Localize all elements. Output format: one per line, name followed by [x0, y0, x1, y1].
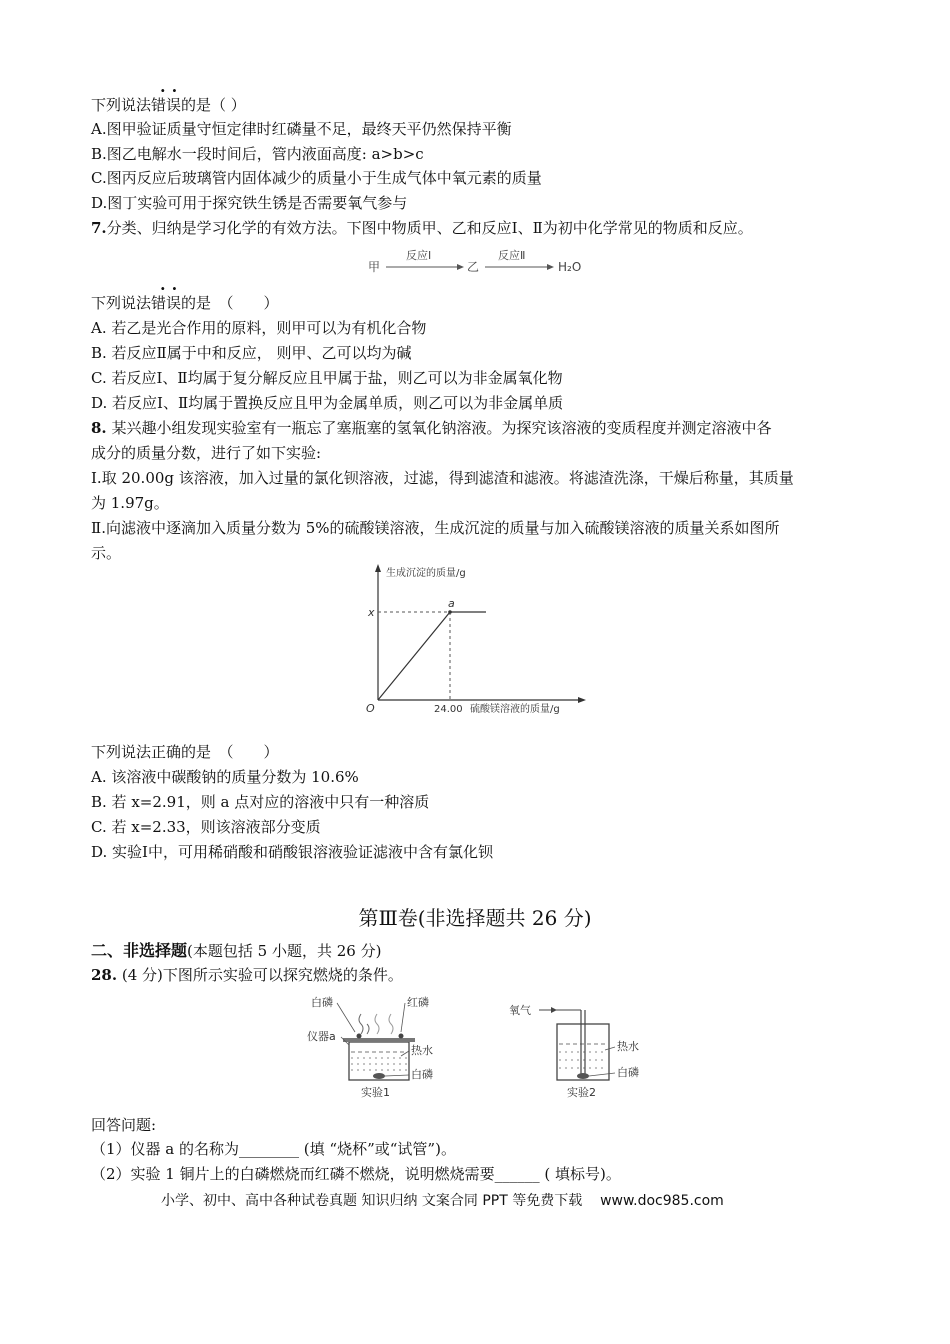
q8-step2-line2: 示。 — [91, 544, 122, 562]
series-line — [378, 612, 486, 700]
diagram-substance-c: H₂O — [558, 260, 582, 274]
q28-number: 28. — [91, 966, 118, 984]
label-red-p-1: 红磷 — [407, 996, 429, 1009]
q7-option-c: C. 若反应Ⅰ、Ⅱ均属于复分解反应且甲属于盐，则乙可以为非金属氧化物 — [91, 369, 563, 387]
white-p-underwater-1 — [373, 1073, 385, 1079]
caption-experiment-2: 实验2 — [567, 1086, 596, 1099]
q8-option-d: D. 实验Ⅰ中，可用稀硝酸和硝酸银溶液验证滤液中含有氯化钡 — [91, 843, 493, 861]
q8-stem-line1 — [91, 417, 771, 439]
y-axis-label: 生成沉淀的质量/g — [386, 568, 466, 579]
y-tick-label: x — [368, 606, 375, 619]
data-point-a — [448, 610, 452, 614]
q6-option-d: D.图丁实验可用于探究铁生锈是否需要氧气参与 — [91, 194, 408, 212]
q28-sub2: （2）实验 1 铜片上的白磷燃烧而红磷不燃烧，说明燃烧需要______ ( 填标号)。 — [91, 1165, 621, 1183]
q8-option-a: A. 该溶液中碳酸钠的质量分数为 10.6% — [91, 768, 359, 786]
footer-site-link[interactable]: www.doc985.com — [600, 1193, 724, 1209]
q6-option-b: B.图乙电解水一段时间后，管内液面高度: a>b>c — [91, 145, 424, 163]
x-tick-label: 24.00 — [434, 704, 463, 715]
q7-option-a: A. 若乙是光合作用的原料，则甲可以为有机化合物 — [91, 319, 427, 337]
footer-text: 小学、初中、高中各种试卷真题 知识归纳 文案合同 PPT 等免费下载 — [161, 1193, 583, 1209]
white-p-underwater-2 — [577, 1073, 589, 1079]
label-white-p-bottom-2: 白磷 — [617, 1066, 639, 1079]
q8-option-b: B. 若 x=2.91，则 a 点对应的溶液中只有一种溶质 — [91, 793, 430, 811]
copper-sheet — [343, 1038, 415, 1042]
q6-prompt-emphasis: 错误 — [151, 96, 182, 114]
reaction-diagram — [360, 246, 590, 280]
diagram-substance-a: 甲 — [368, 260, 381, 274]
emphasis-dots: ·· — [160, 279, 184, 298]
q8-step2-line1: Ⅱ.向滤液中逐滴加入质量分数为 5%的硫酸镁溶液，生成沉淀的质量与加入硫酸镁溶液的质量关系如图所 — [91, 519, 780, 537]
point-label-a: a — [448, 597, 455, 610]
q7-number: 7. — [91, 219, 107, 237]
q8-stem-text: 某兴趣小组发现实验室有一瓶忘了塞瓶塞的氢氧化钠溶液。为探究该溶液的变质程度并测定溶液中各 — [111, 419, 772, 437]
origin-label: O — [366, 702, 375, 715]
diagram-arrowhead-1 — [457, 264, 464, 270]
q8-option-c: C. 若 x=2.33，则该溶液部分变质 — [91, 818, 321, 836]
q6-option-c: C.图丙反应后玻璃管内固体减少的质量小于生成气体中氧元素的质量 — [91, 169, 542, 187]
q6-prompt — [91, 94, 246, 116]
q8-step1-line2: 为 1.97g。 — [91, 494, 169, 512]
caption-experiment-1: 实验1 — [361, 1086, 390, 1099]
precipitate-chart — [362, 560, 592, 720]
q7-stem — [91, 217, 753, 239]
section-heading-note: (本题包括 5 小题，共 26 分) — [187, 942, 382, 960]
x-axis-arrowhead — [578, 697, 586, 703]
x-axis-label: 硫酸镁溶液的质量/g — [470, 704, 560, 715]
q28-stem-text: (4 分)下图所示实验可以探究燃烧的条件。 — [117, 966, 403, 984]
q28-sub1: （1）仪器 a 的名称为________ (填 “烧杯”或“试管”)。 — [91, 1140, 456, 1158]
footer — [161, 1190, 724, 1212]
diagram-substance-b: 乙 — [467, 260, 480, 274]
q28-stem — [91, 964, 403, 986]
experiment-2-apparatus — [509, 1003, 639, 1099]
label-hot-water-1: 热水 — [411, 1044, 433, 1057]
q7-prompt — [91, 292, 279, 314]
label-hot-water-2: 热水 — [617, 1040, 639, 1053]
q7-prompt-emphasis: 错误 — [151, 294, 182, 312]
y-axis-arrowhead — [375, 564, 381, 572]
part3-title: 第Ⅲ卷(非选择题共 26 分) — [358, 906, 592, 930]
diagram-arrow-1-label: 反应Ⅰ — [406, 249, 432, 262]
diagram-arrow-2-label: 反应Ⅱ — [498, 249, 526, 262]
q8-prompt: 下列说法正确的是 （ ） — [91, 743, 279, 761]
label-white-p-bottom-1: 白磷 — [411, 1068, 433, 1081]
q7-option-b: B. 若反应Ⅱ属于中和反应， 则甲、乙可以均为碱 — [91, 344, 412, 362]
q7-prompt-pre: 下列说法 — [91, 294, 152, 312]
q7-option-d: D. 若反应Ⅰ、Ⅱ均属于置换反应且甲为金属单质，则乙可以为非金属单质 — [91, 394, 564, 412]
q7-stem-text: 分类、归纳是学习化学的有效方法。下图中物质甲、乙和反应Ⅰ、Ⅱ为初中化学常见的物质和反应。 — [106, 219, 753, 237]
label-white-p-1: 白磷 — [311, 996, 333, 1009]
section-heading-text: 二、非选择题 — [91, 941, 188, 960]
answer-prompt: 回答问题: — [91, 1116, 157, 1134]
q6-prompt-post: 的是（ ） — [181, 96, 246, 114]
q6-prompt-pre: 下列说法 — [91, 96, 152, 114]
section-heading — [91, 940, 381, 962]
q8-stem-line2: 成分的质量分数，进行了如下实验: — [91, 444, 322, 462]
label-oxygen: 氧气 — [509, 1004, 531, 1017]
q6-option-a: A.图甲验证质量守恒定律时红磷量不足，最终天平仍然保持平衡 — [91, 120, 512, 138]
q8-number: 8. — [91, 419, 107, 437]
flame-white-p — [359, 1014, 363, 1034]
q8-step1-line1: Ⅰ.取 20.00g 该溶液，加入过量的氯化钡溶液，过滤，得到滤渣和滤液。将滤渣洗涤，干燥后称量，其质量 — [91, 469, 794, 487]
q7-prompt-post: 的是 （ ） — [181, 294, 279, 312]
label-apparatus-a: 仪器a — [307, 1030, 336, 1043]
experiment-1-apparatus — [307, 995, 433, 1099]
combustion-experiments-figure — [305, 990, 655, 1102]
diagram-arrowhead-2 — [547, 264, 554, 270]
emphasis-dots: ·· — [160, 81, 184, 100]
